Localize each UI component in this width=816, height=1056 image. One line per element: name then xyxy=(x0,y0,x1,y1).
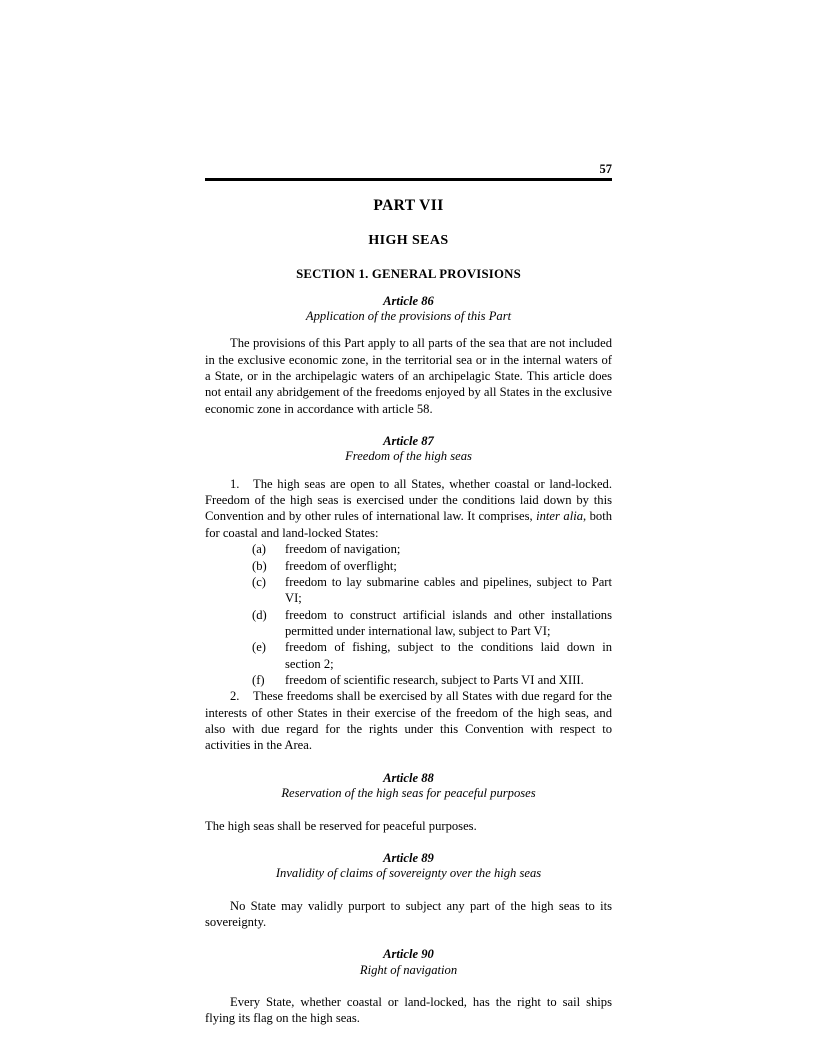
paragraph-text-part-1: The high seas are open to all States, whether coastal or land-locked. Freedom of the high seas is exercised under the conditions laid down by this Convention and by other rules of international law. It comprises, xyxy=(205,476,612,524)
list-marker: (c) xyxy=(252,574,266,589)
section-title: SECTION 1. GENERAL PROVISIONS xyxy=(296,266,521,281)
list-item xyxy=(205,607,612,640)
article-number: Article 89 xyxy=(383,850,434,865)
article-number: Article 86 xyxy=(383,293,434,308)
list-item xyxy=(205,558,612,574)
list-item xyxy=(205,541,612,557)
page-number: 57 xyxy=(599,162,612,176)
article-title: Right of navigation xyxy=(359,962,458,977)
article-88-paragraph: The high seas shall be reserved for peaceful purposes. xyxy=(205,818,477,833)
paragraph-text: These freedoms shall be exercised by all States with due regard for the interests of other States in their exercise of the freedom of the high seas, and also with due regard for the rights under this Convention with respect to activities in the Area. xyxy=(205,689,612,753)
article-title: Application of the provisions of this Part xyxy=(305,308,512,323)
article-87-paragraph-2 xyxy=(205,688,612,753)
part-subtitle: HIGH SEAS xyxy=(368,232,449,248)
freedoms-list xyxy=(205,541,612,688)
inter-alia-italic: inter alia xyxy=(536,509,583,524)
paragraph-text-part-2: , both for coastal and land-locked States: xyxy=(205,509,613,540)
page-content xyxy=(205,163,612,1027)
list-item-text: freedom of overflight; xyxy=(285,558,397,573)
list-item-text: freedom of scientific research, subject to Parts VI and XIII. xyxy=(285,673,584,688)
list-item xyxy=(205,672,612,688)
list-marker: (b) xyxy=(252,558,267,573)
list-item xyxy=(205,574,612,607)
article-title: Freedom of the high seas xyxy=(345,449,472,464)
article-number: Article 90 xyxy=(383,947,434,962)
article-87-paragraph-1 xyxy=(205,476,612,541)
list-item-text: freedom to lay submarine cables and pipelines, subject to Part VI; xyxy=(285,574,612,606)
article-number: Article 88 xyxy=(383,770,434,785)
list-marker: (a) xyxy=(252,542,266,557)
list-item-text: freedom of fishing, subject to the conditions laid down in section 2; xyxy=(285,640,612,671)
paragraph-number: 2. xyxy=(230,689,240,704)
article-title: Invalidity of claims of sovereignty over the high seas xyxy=(275,866,542,881)
paragraph-number: 1. xyxy=(230,476,240,491)
list-item-text: freedom of navigation; xyxy=(285,542,401,557)
article-heading-86 xyxy=(205,294,612,325)
article-heading-87 xyxy=(205,434,612,465)
list-marker: (e) xyxy=(252,640,266,655)
header-rule xyxy=(205,178,612,181)
article-title: Reservation of the high seas for peaceful purposes xyxy=(281,786,536,801)
part-title: PART VII xyxy=(373,196,444,214)
article-heading-89 xyxy=(205,851,612,882)
article-90-paragraph: Every State, whether coastal or land-locked, has the right to sail ships flying its flag on the high seas. xyxy=(205,995,612,1026)
list-item xyxy=(205,639,612,672)
article-heading-88 xyxy=(205,771,612,802)
article-number: Article 87 xyxy=(383,434,434,449)
article-86-paragraph: The provisions of this Part apply to all parts of the sea that are not included in the exclusive economic zone, in the territorial sea or in the internal waters of a State, or in the archipelagic waters of an archipelagic State. This article does not entail any abridgement of the freedoms enjoyed by all States in the exclusive economic zone in accordance with article 58. xyxy=(205,336,612,416)
article-heading-90 xyxy=(205,947,612,978)
list-item-text: freedom to construct artificial islands and other installations permitted under international law, subject to Part VI; xyxy=(285,607,612,638)
list-marker: (f) xyxy=(252,673,265,688)
list-marker: (d) xyxy=(252,607,267,622)
article-89-paragraph: No State may validly purport to subject any part of the high seas to its sovereignty. xyxy=(205,898,612,929)
